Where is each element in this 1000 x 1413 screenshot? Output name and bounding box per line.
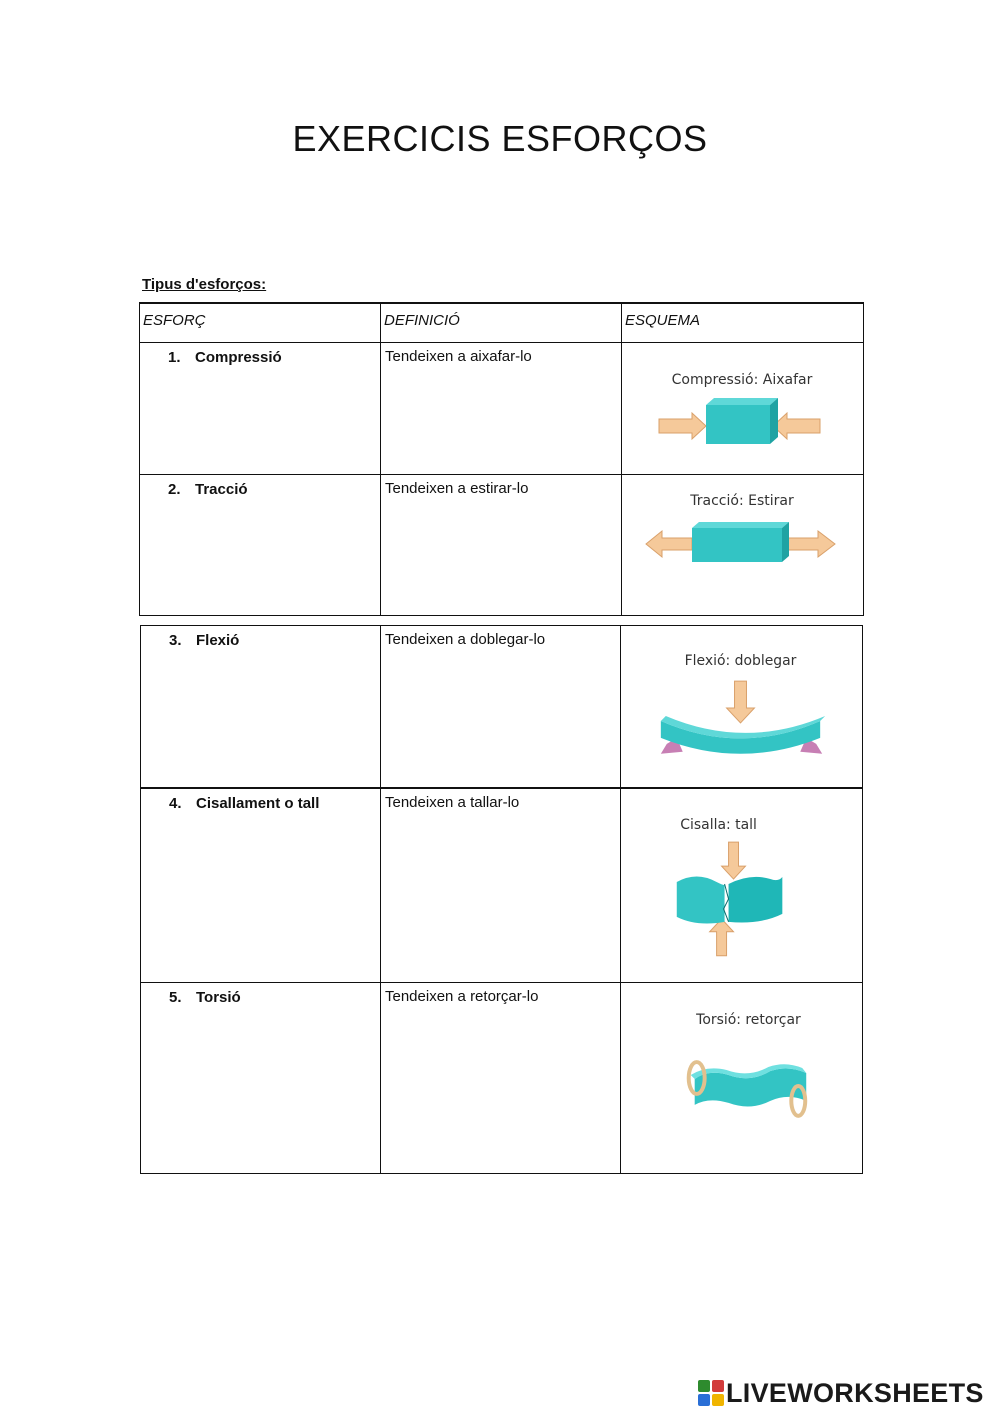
header-cell-definicio — [381, 303, 622, 343]
definition-text: Tendeixen a aixafar-lo — [385, 348, 532, 365]
definition-text: Tendeixen a estirar-lo — [385, 480, 529, 497]
stress-name: Cisallament o tall — [196, 795, 320, 812]
diagram-caption: Flexió: doblegar — [684, 653, 797, 670]
diagram-caption: Torsió: retorçar — [696, 1012, 801, 1029]
header-definicio: DEFINICIÓ — [384, 312, 460, 329]
row-number: 4. — [169, 795, 182, 812]
shear-diagram-icon — [621, 789, 862, 982]
definition-text: Tendeixen a doblegar-lo — [385, 631, 546, 648]
section-label: Tipus d'esforços: — [142, 276, 267, 293]
stress-types-table-part-1 — [139, 302, 864, 616]
brand-name: LIVEWORKSHEETS — [726, 1377, 984, 1408]
table-row — [141, 983, 863, 1174]
stress-name: Compressió — [195, 349, 282, 366]
name-cell — [141, 626, 381, 789]
traction-diagram-icon — [622, 475, 863, 615]
stress-name: Torsió — [196, 989, 241, 1006]
name-cell — [141, 983, 381, 1174]
row-number: 1. — [168, 349, 181, 366]
definition-text: Tendeixen a tallar-lo — [385, 794, 520, 811]
table-row — [141, 626, 863, 789]
header-esquema: ESQUEMA — [625, 312, 701, 329]
compression-diagram-icon — [622, 343, 863, 474]
name-cell — [141, 788, 381, 983]
torsion-diagram-icon — [621, 983, 862, 1173]
diagram-cell — [621, 788, 863, 983]
stress-name: Tracció — [195, 481, 248, 498]
row-number: 3. — [169, 632, 182, 649]
name-cell — [140, 475, 381, 616]
header-esforc: ESFORÇ — [143, 312, 206, 329]
diagram-cell — [622, 343, 864, 475]
definition-cell — [381, 343, 622, 475]
name-cell — [140, 343, 381, 475]
diagram-caption: Tracció: Estirar — [690, 493, 794, 509]
flexion-diagram-icon — [621, 626, 862, 787]
definition-cell — [381, 475, 622, 616]
stress-name: Flexió — [196, 632, 240, 649]
definition-cell — [381, 983, 621, 1174]
definition-cell — [381, 788, 621, 983]
diagram-caption: Compressió: Aixafar — [671, 372, 813, 388]
liveworksheets-logo-icon — [698, 1380, 724, 1406]
definition-cell — [381, 626, 621, 789]
page-title: EXERCICIS ESFORÇOS — [292, 118, 708, 159]
stress-types-table-part-2 — [140, 625, 863, 1174]
diagram-cell — [622, 475, 864, 616]
table-row — [141, 788, 863, 983]
table-row — [140, 475, 864, 616]
table-header-row — [140, 303, 864, 343]
row-number: 5. — [169, 989, 182, 1006]
diagram-cell — [621, 626, 863, 789]
row-number: 2. — [168, 481, 181, 498]
table-row — [140, 343, 864, 475]
header-cell-esforc — [140, 303, 381, 343]
header-cell-esquema — [622, 303, 864, 343]
diagram-caption: Cisalla: tall — [680, 817, 757, 834]
liveworksheets-logo — [698, 1378, 984, 1408]
diagram-cell — [621, 983, 863, 1174]
definition-text: Tendeixen a retorçar-lo — [385, 988, 539, 1005]
